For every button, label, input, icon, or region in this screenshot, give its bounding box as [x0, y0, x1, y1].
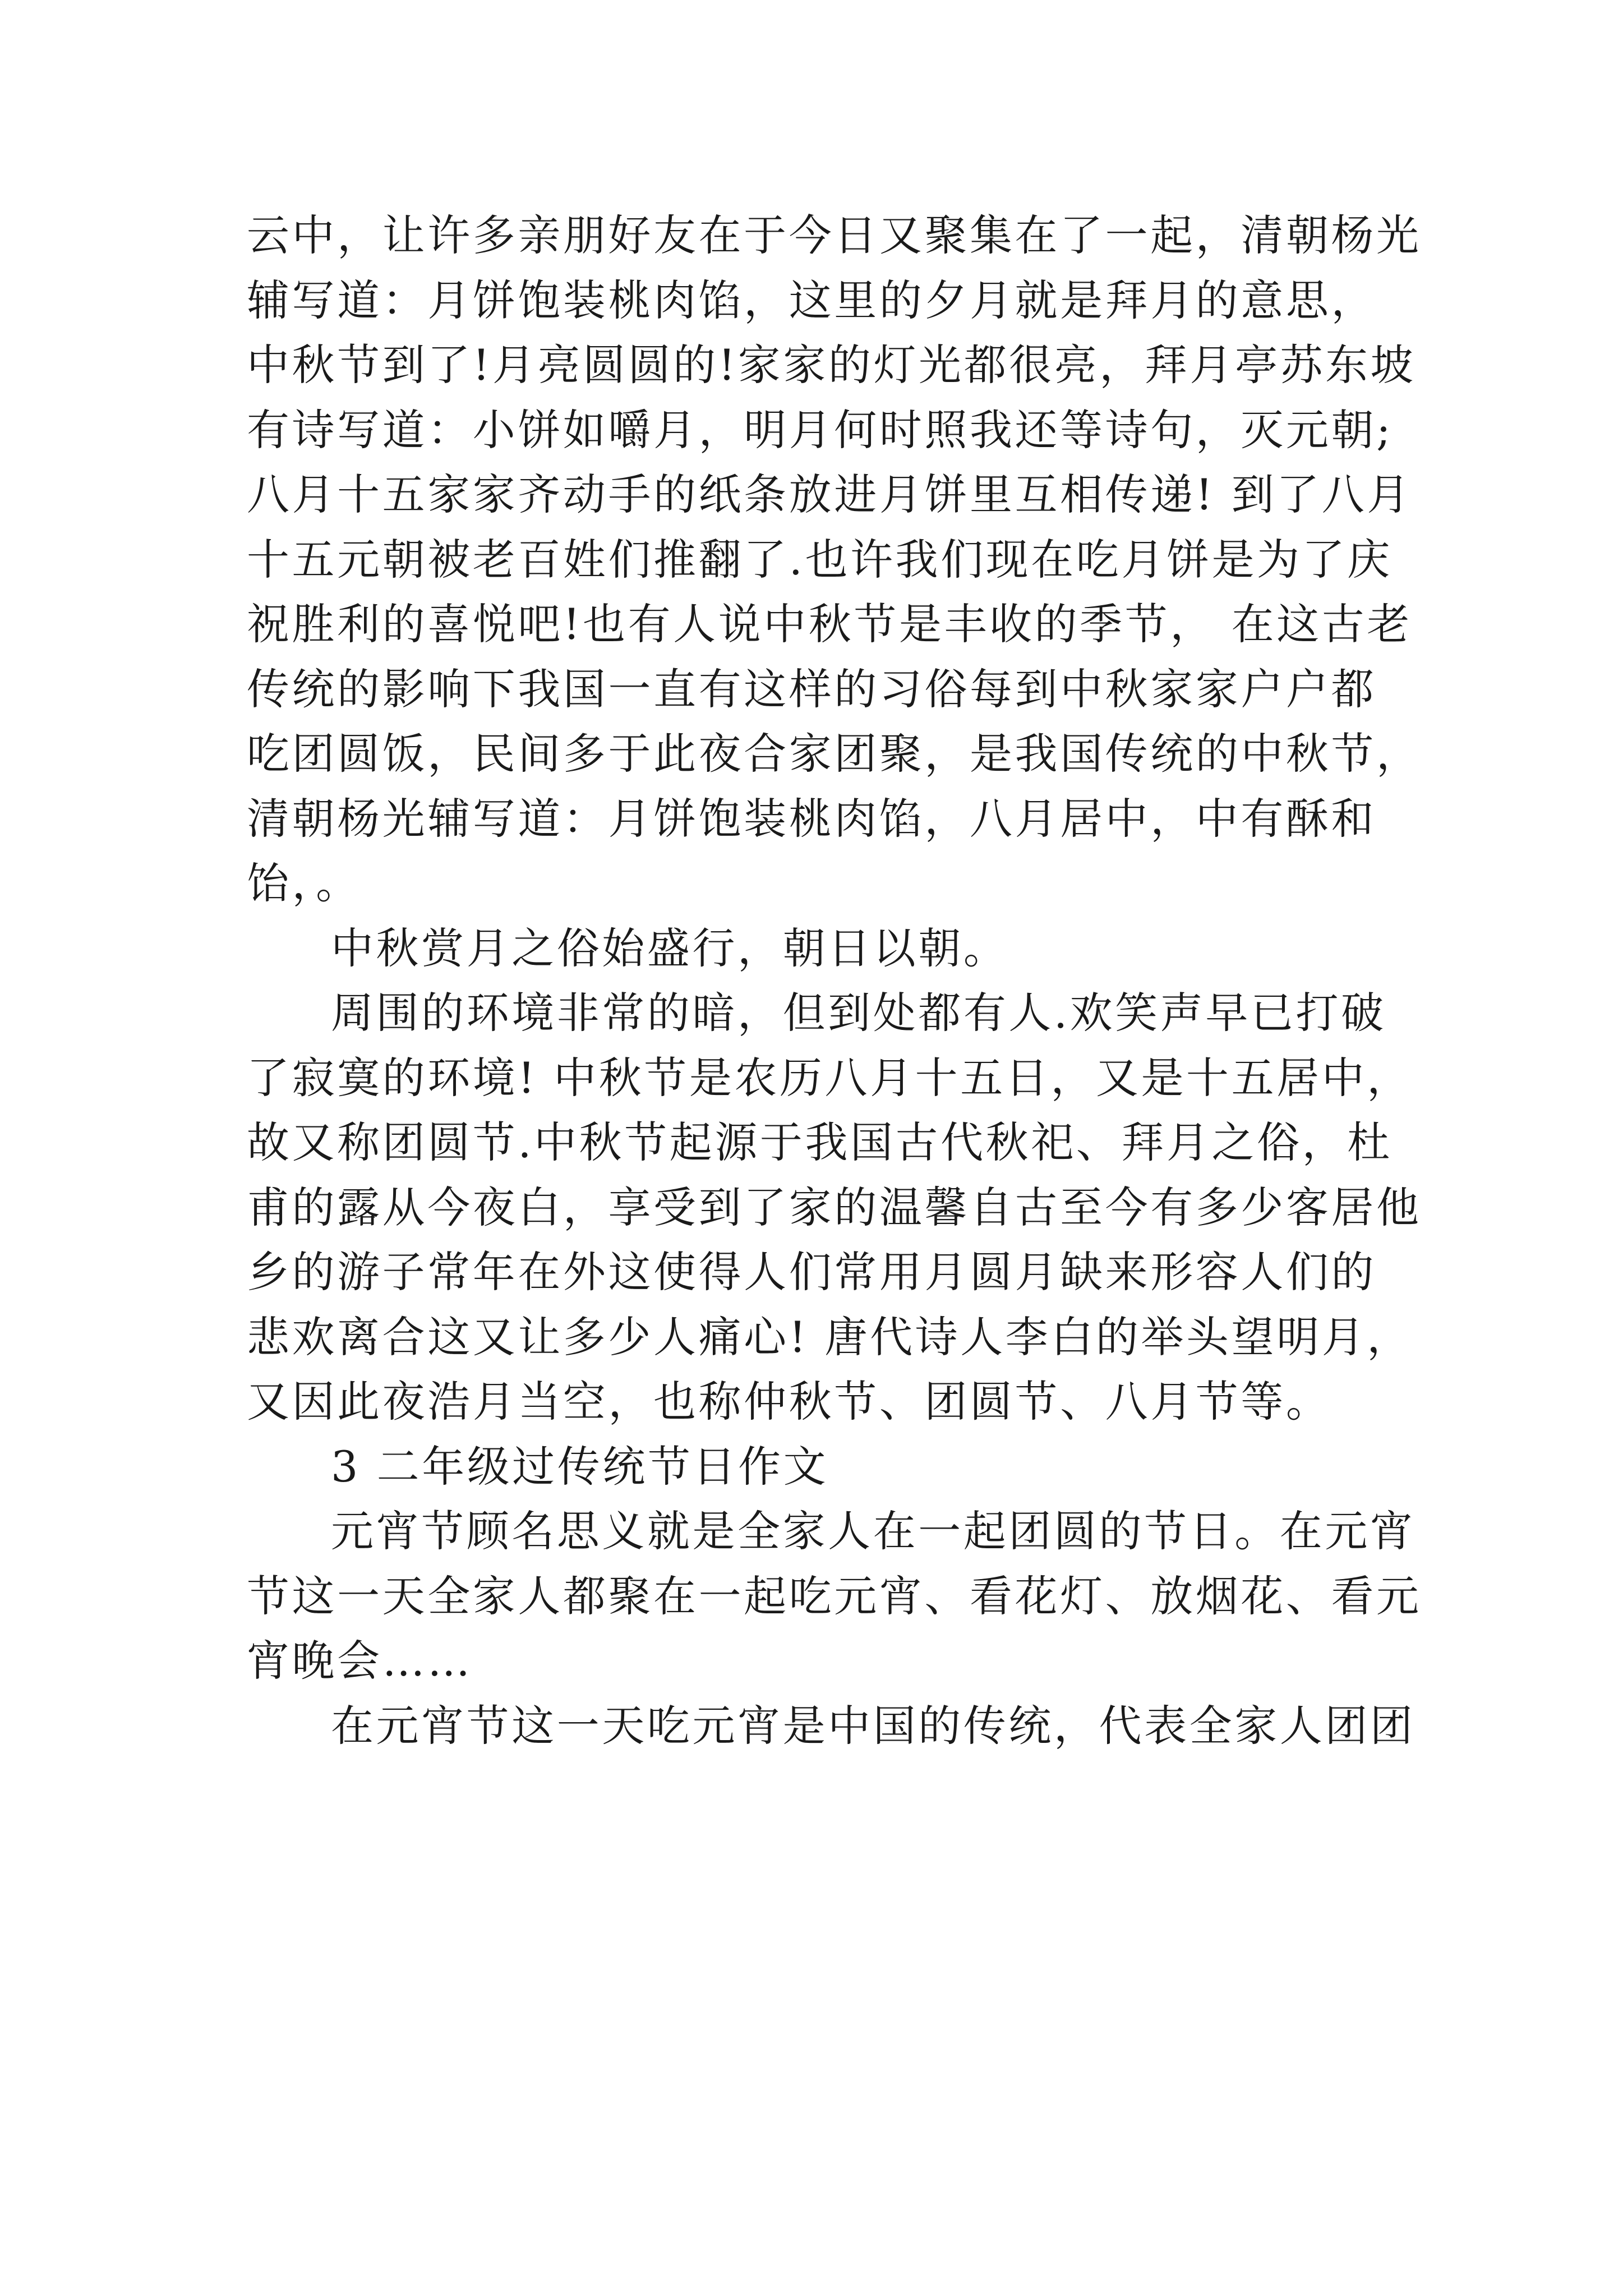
- paragraph-start-line: 元宵节顾名思义就是全家人在一起团圆的节日。在元宵: [331, 1506, 1415, 1556]
- text-line: 清朝杨光辅写道：月饼饱装桃肉馅，八月居中，中有酥和: [247, 793, 1376, 844]
- text-line: 甫的露从今夜白，享受到了家的温馨自古至今有多少客居他: [247, 1182, 1422, 1232]
- text-line: 云中，让许多亲朋好友在于今日又聚集在了一起，清朝杨光: [247, 210, 1422, 260]
- text-line: 中秋节到了!月亮圆圆的!家家的灯光都很亮，拜月亭苏东坡: [247, 340, 1416, 390]
- text-line: 有诗写道：小饼如嚼月，明月何时照我还等诗句，灭元朝;: [247, 404, 1394, 455]
- text-line: 传统的影响下我国一直有这样的习俗每到中秋家家户户都: [247, 664, 1376, 714]
- section-heading: 3 二年级过传统节日作文: [331, 1441, 829, 1492]
- text-line: 吃团圆饭，民间多于此夜合家团聚，是我国传统的中秋节，: [247, 729, 1422, 779]
- text-line: 节这一天全家人都聚在一起吃元宵、看花灯、放烟花、看元: [247, 1571, 1422, 1621]
- paragraph-start-line: 中秋赏月之俗始盛行，朝日以朝。: [331, 923, 1009, 973]
- text-line: 了寂寞的环境! 中秋节是农历八月十五日，又是十五居中，: [247, 1052, 1412, 1103]
- text-line: 八月十五家家齐动手的纸条放进月饼里互相传递! 到了八月: [247, 470, 1412, 519]
- text-line: 乡的游子常年在外这使得人们常用月圆月缺来形容人们的: [247, 1247, 1376, 1297]
- text-line: 辅写道：月饼饱装桃肉馅，这里的夕月就是拜月的意思，: [247, 275, 1376, 325]
- text-line: 故又称团圆节.中秋节起源于我国古代秋祀、拜月之俗，杜: [247, 1117, 1393, 1167]
- text-line: 十五元朝被老百姓们推翻了.也许我们现在吃月饼是为了庆: [247, 534, 1393, 585]
- paragraph-start-line: 在元宵节这一天吃元宵是中国的传统，代表全家人团团: [331, 1700, 1415, 1751]
- paragraph-start-line: 周围的环境非常的暗，但到处都有人.欢笑声早已打破: [331, 988, 1386, 1038]
- body-text: [247, 203, 1422, 1758]
- text-line: 祝胜利的喜悦吧!也有人说中秋节是丰收的季节， 在这古老: [247, 599, 1412, 649]
- text-line: 饴，。: [247, 858, 361, 908]
- text-line: 悲欢离合这又让多少人痛心! 唐代诗人李白的举头望明月，: [247, 1312, 1412, 1362]
- text-line: 又因此夜浩月当空，也称仲秋节、团圆节、八月节等。: [247, 1377, 1331, 1427]
- text-line: 宵晚会……: [247, 1636, 473, 1686]
